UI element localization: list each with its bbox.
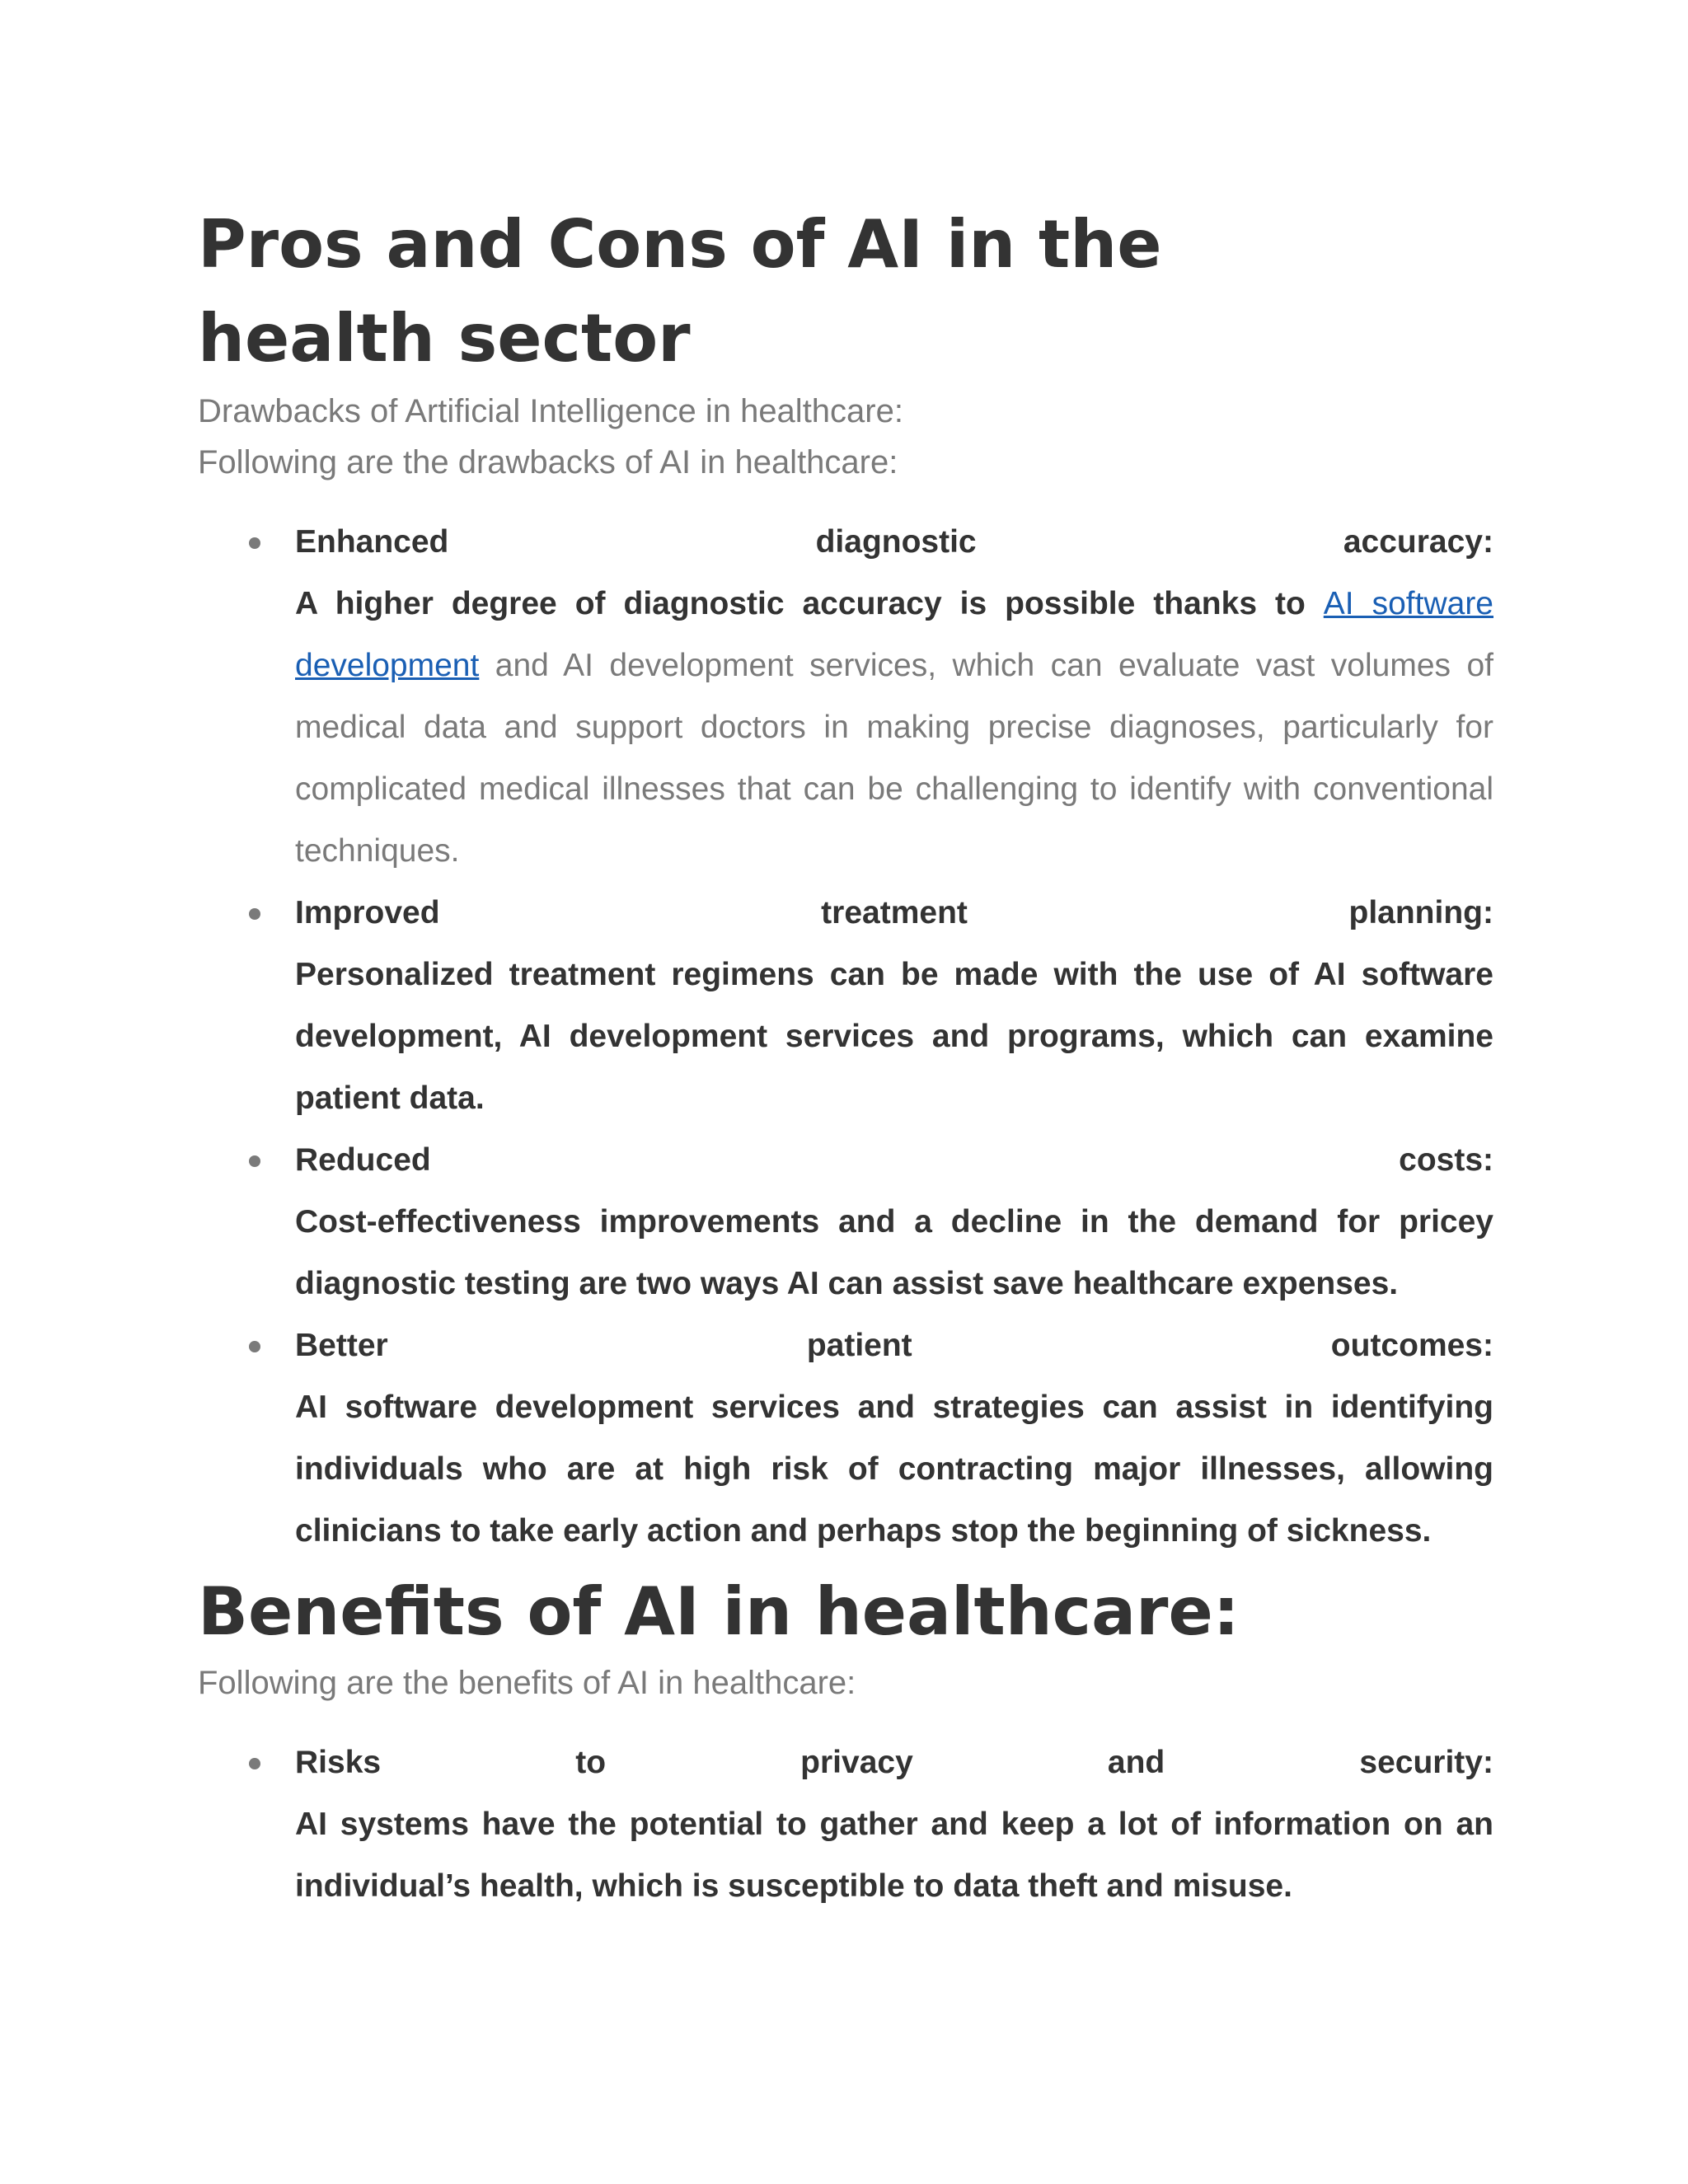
bullet-icon — [249, 537, 260, 549]
heading-word: patient — [806, 1328, 912, 1363]
item-body: AI systems have the potential to gather and keep a lot of information on an individual’s health, which is susceptible to data theft and misuse. — [295, 1807, 1493, 1904]
item-body: Cost-effectiveness improvements and a decline in the demand for pricey diagnostic testing are two ways AI can assist save healthcare expenses. — [295, 1204, 1493, 1301]
heading-word: to — [575, 1745, 607, 1780]
bullet-icon — [249, 1341, 260, 1352]
item-heading — [295, 882, 1493, 944]
heading-word: privacy — [800, 1745, 913, 1780]
heading-word: costs: — [1399, 1142, 1493, 1178]
list-item — [198, 1732, 1493, 1917]
heading-word: accuracy: — [1343, 524, 1493, 560]
item-body: Personalized treatment regimens can be made with the use of AI software development, AI development services and programs, which can examine patient data. — [295, 957, 1493, 1116]
item-heading — [295, 1732, 1493, 1793]
heading-word: Reduced — [295, 1142, 431, 1178]
list-item — [198, 1315, 1493, 1562]
drawbacks-heading: Drawbacks of Artificial Intelligence in healthcare: — [198, 393, 903, 429]
bullet-icon — [249, 908, 260, 920]
heading-word: outcomes: — [1330, 1328, 1493, 1363]
item-heading — [295, 1129, 1493, 1191]
bullet-icon — [249, 1155, 260, 1167]
item-heading — [295, 1315, 1493, 1376]
heading-word: treatment — [821, 895, 968, 930]
ai-software-development-link[interactable]: AI software development — [295, 586, 1493, 683]
item-body: AI software development services and strategies can assist in identifying individuals who are at high risk of contracting major illnesses, allowing clinicians to take early action and perhaps stop the beginning of sickness. — [295, 1390, 1493, 1549]
benefits-heading: Benefits of AI in healthcare: — [198, 1573, 1240, 1650]
item-body-bold: A higher degree of diagnostic accuracy is possible thanks to — [295, 586, 1324, 621]
item-body — [295, 573, 1493, 882]
heading-word: Enhanced — [295, 524, 449, 560]
list-item — [198, 1129, 1493, 1315]
heading-word: planning: — [1348, 895, 1493, 930]
drawbacks-intro: Following are the drawbacks of AI in healthcare: — [198, 444, 898, 480]
heading-word: diagnostic — [815, 524, 977, 560]
list-item — [198, 882, 1493, 1129]
document-page — [198, 198, 1493, 1917]
list-item — [198, 511, 1493, 882]
benefits-intro: Following are the benefits of AI in healthcare: — [198, 1665, 856, 1701]
heading-word: Risks — [295, 1745, 382, 1780]
page-title: Pros and Cons of AI in the health sector — [198, 206, 1162, 377]
bullet-icon — [249, 1758, 260, 1769]
item-body-rest: and AI development services, which can evaluate vast volumes of medical data and support doctors in making precise diagnoses, particularly for complicated medical illnesses that can be challenging to identify with conventional techniques. — [295, 648, 1493, 869]
heading-word: and — [1107, 1745, 1165, 1780]
benefits-list — [198, 1732, 1493, 1917]
drawbacks-list — [198, 511, 1493, 1562]
heading-word: security: — [1359, 1745, 1493, 1780]
heading-word: Improved — [295, 895, 440, 930]
heading-word: Better — [295, 1328, 388, 1363]
item-heading — [295, 511, 1493, 573]
